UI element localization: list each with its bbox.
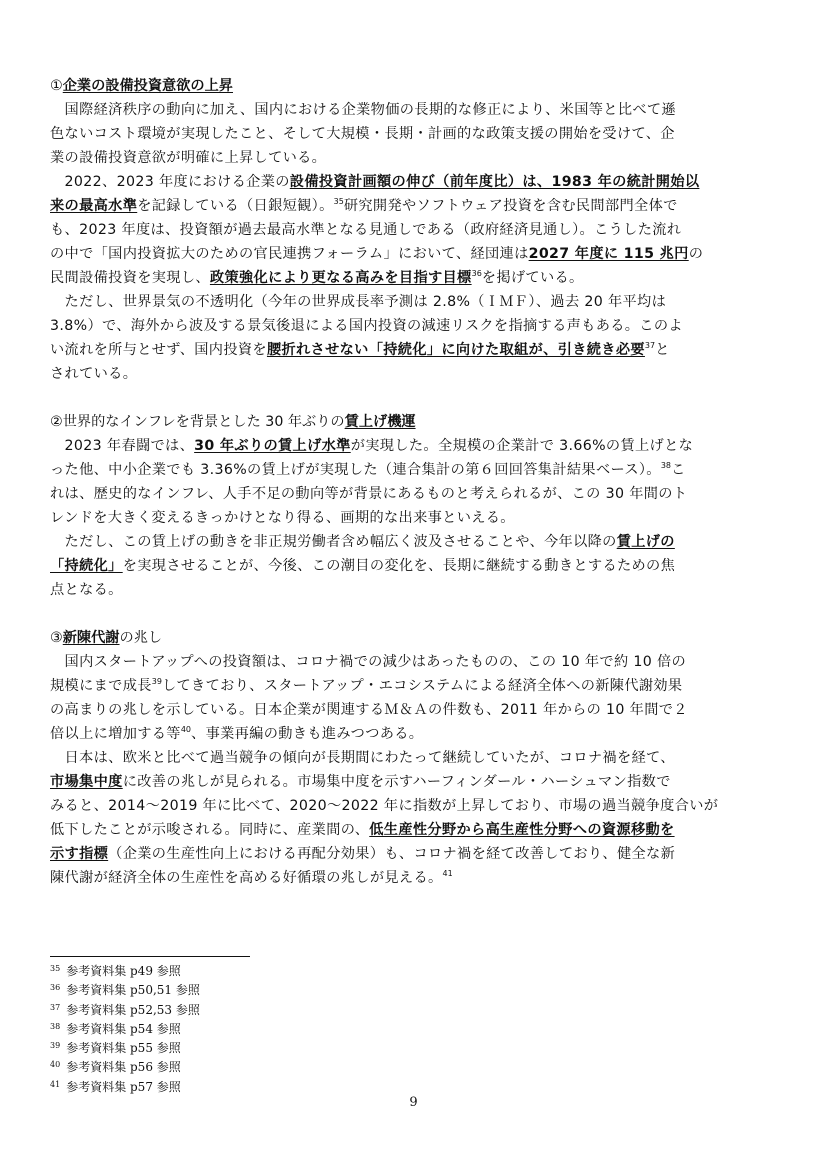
emphasis-text: 2027 年度に 115 兆円	[528, 246, 689, 262]
footnote-number: 36	[50, 983, 61, 993]
emphasis-text: 賃上げの	[616, 534, 675, 550]
text-line	[50, 434, 780, 458]
footnote-text: 参考資料集 p50,51 参照	[66, 983, 200, 998]
body-text: 国内スタートアップへの投資額は、コロナ禍での減少はあったものの、この 10 年で約 10 倍の	[50, 654, 687, 670]
section-heading-text: 新陳代謝	[62, 630, 120, 646]
emphasis-text: 示す指標	[50, 846, 109, 862]
footnote-text: 参考資料集 p57 参照	[66, 1079, 181, 1094]
body-text: が実現した。全規模の企業計で 3.66%の賃上げとな	[350, 438, 694, 454]
footnote-item	[50, 1020, 200, 1039]
body-text: 低下したことが示唆される。同時に、産業間の、	[50, 822, 370, 838]
body-text: も、2023 年度は、投資額が過去最高水準となる見通しである（政府経済見通し）。こうした流れ	[50, 222, 682, 238]
emphasis-text: 低生産性分野から高生産性分野への資源移動を	[369, 822, 675, 838]
emphasis-text: 市場集中度	[50, 774, 123, 790]
footnote-text: 参考資料集 p56 参照	[66, 1060, 181, 1075]
body-text: と	[655, 342, 670, 358]
text-line	[50, 194, 780, 218]
text-line	[50, 770, 780, 794]
body-text: の	[688, 246, 704, 262]
text-line	[50, 530, 780, 554]
footnotes	[50, 962, 200, 1097]
body-text: してきており、スタートアップ・エコシステムによる経済全体への新陳代謝効果	[161, 678, 683, 694]
text-line	[50, 650, 780, 674]
body-text: ただし、世界景気の不透明化（今年の世界成長率予測は 2.8%（ＩＭＦ）、過去 20 年平均は	[50, 294, 667, 310]
footnote-number: 35	[50, 964, 61, 973]
text-line	[50, 362, 780, 386]
text-line	[50, 842, 780, 866]
document-body	[50, 74, 780, 890]
footnote-text: 参考資料集 p55 参照	[66, 1041, 181, 1056]
section-spacer	[50, 386, 780, 410]
body-text: 2022、2023 年度における企業の	[50, 174, 290, 190]
text-line	[50, 818, 780, 842]
body-text: った他、中小企業でも 3.36%の賃上げが実現した（連合集計の第６回回答集計結果ベース）。	[50, 462, 661, 478]
footnote-divider	[50, 956, 250, 957]
emphasis-text: 設備投資計画額の伸び（前年度比）は、1983 年の統計開始以	[289, 174, 700, 190]
body-text: 民間設備投資を実現し、	[50, 270, 210, 286]
section-marker: ③	[50, 630, 63, 646]
body-text: こ	[671, 462, 686, 478]
text-line	[50, 674, 780, 698]
emphasis-text: 来の最高水準	[50, 198, 138, 214]
body-text: 色ないコスト環境が実現したこと、そして大規模・長期・計画的な政策支援の開始を受けて、企	[50, 126, 675, 142]
body-text: レンドを大きく変えるきっかけとなり得る、画期的な出来事といえる。	[50, 510, 515, 526]
footnote-item	[50, 1039, 200, 1058]
text-line	[50, 482, 780, 506]
body-text: 点となる。	[50, 582, 123, 598]
text-line	[50, 290, 780, 314]
footnote-number: 39	[50, 1041, 61, 1051]
body-text: されている。	[50, 366, 138, 382]
body-text: みると、2014～2019 年に比べて、2020～2022 年に指数が上昇しており、市場の過当競争度合いが	[50, 798, 719, 814]
section-marker: ②	[50, 414, 63, 430]
text-line	[50, 170, 780, 194]
footnote-item	[50, 1058, 200, 1077]
text-line	[50, 554, 780, 578]
body-text: を実現させることが、今後、この潮目の変化を、長期に継続する動きとするための焦	[122, 558, 676, 574]
body-text: 研究開発やソフトウェア投資を含む民間部門全体で	[343, 198, 678, 214]
emphasis-text: 「持続化」	[50, 558, 123, 574]
section-spacer	[50, 602, 780, 626]
text-line	[50, 242, 780, 266]
footnote-item	[50, 962, 200, 981]
text-line	[50, 218, 780, 242]
text-line	[50, 698, 780, 722]
text-line	[50, 794, 780, 818]
section-heading	[50, 410, 780, 434]
emphasis-text: 政策強化により更なる高みを目指す目標	[209, 270, 472, 286]
footnote-number: 41	[50, 1079, 61, 1089]
body-text: ただし、この賃上げの動きを非正規労働者含め幅広く波及させることや、今年以降の	[50, 534, 617, 550]
text-line	[50, 722, 780, 746]
footnote-text: 参考資料集 p49 参照	[66, 964, 181, 978]
body-text: の中で「国内投資拡大のための官民連携フォーラム」において、経団連は	[50, 246, 529, 262]
text-line	[50, 338, 780, 362]
body-text: （企業の生産性向上における再配分効果）も、コロナ禍を経て改善しており、健全な新	[108, 846, 676, 862]
footnote-number: 40	[50, 1060, 61, 1070]
footnote-number: 37	[50, 1002, 61, 1012]
text-line	[50, 506, 780, 530]
text-line	[50, 266, 780, 290]
footnote-text: 参考資料集 p52,53 参照	[66, 1002, 200, 1017]
footnote-ref: 41	[442, 869, 453, 878]
footnote-ref: 37	[644, 341, 656, 350]
section-marker: ①	[50, 78, 63, 94]
section-heading-text: 世界的なインフレを背景とした 30 年ぶりの	[62, 414, 345, 430]
emphasis-text: 30 年ぶりの賃上げ水準	[194, 438, 351, 454]
body-text: 、事業再編の動きも進みつつある。	[191, 726, 424, 742]
body-text: 倍以上に増加する等	[50, 726, 181, 742]
footnote-item	[50, 981, 200, 1000]
section-heading	[50, 626, 780, 650]
body-text: れは、歴史的なインフレ、人手不足の動向等が背景にあるものと考えられるが、この 30 年間のト	[50, 486, 688, 502]
text-line	[50, 122, 780, 146]
text-line	[50, 866, 780, 890]
section-heading-tail: の兆し	[119, 630, 163, 646]
body-text: を掲げている。	[481, 270, 584, 286]
section-heading	[50, 74, 780, 98]
footnote-number: 38	[50, 1021, 61, 1031]
text-line	[50, 98, 780, 122]
text-line	[50, 746, 780, 770]
body-text: 陳代謝が経済全体の生産性を高める好循環の兆しが見える。	[50, 870, 443, 886]
footnote-ref: 39	[151, 677, 162, 686]
body-text: の高まりの兆しを示している。日本企業が関連するＭ＆Ａの件数も、2011 年からの 10 年間で２	[50, 702, 688, 718]
body-text: 日本は、欧米と比べて過当競争の傾向が長期間にわたって継続していたが、コロナ禍を経て、	[50, 750, 675, 766]
body-text: 2023 年春闘では、	[50, 438, 195, 454]
emphasis-text: 腰折れさせない「持続化」に向けた取組が、引き続き必要	[266, 342, 645, 358]
text-line	[50, 578, 780, 602]
text-line	[50, 458, 780, 482]
page-number: 9	[409, 1095, 418, 1110]
body-text: 国際経済秩序の動向に加え、国内における企業物価の長期的な修正により、米国等と比べて遜	[50, 102, 676, 118]
footnote-text: 参考資料集 p54 参照	[66, 1021, 181, 1036]
section-heading-text: 企業の設備投資意欲の上昇	[62, 78, 233, 94]
body-text: に改善の兆しが見られる。市場集中度を示すハーフィンダール・ハーシュマン指数で	[122, 774, 671, 790]
body-text: い流れを所与とせず、国内投資を	[50, 342, 267, 358]
text-line	[50, 314, 780, 338]
footnote-ref: 35	[333, 197, 344, 206]
body-text: 業の設備投資意欲が明確に上昇している。	[50, 150, 327, 166]
body-text: 3.8%）で、海外から波及する景気後退による国内投資の減速リスクを指摘する声もある。このよ	[50, 318, 683, 334]
footnote-item	[50, 1001, 200, 1020]
footnote-ref: 38	[660, 461, 672, 470]
footnote-ref: 36	[471, 269, 482, 278]
body-text: 規模にまで成長	[50, 678, 152, 694]
section-heading-tail: 賃上げ機運	[344, 414, 416, 430]
body-text: を記録している（日銀短観）。	[137, 198, 334, 214]
footnote-ref: 40	[180, 725, 192, 734]
text-line	[50, 146, 780, 170]
